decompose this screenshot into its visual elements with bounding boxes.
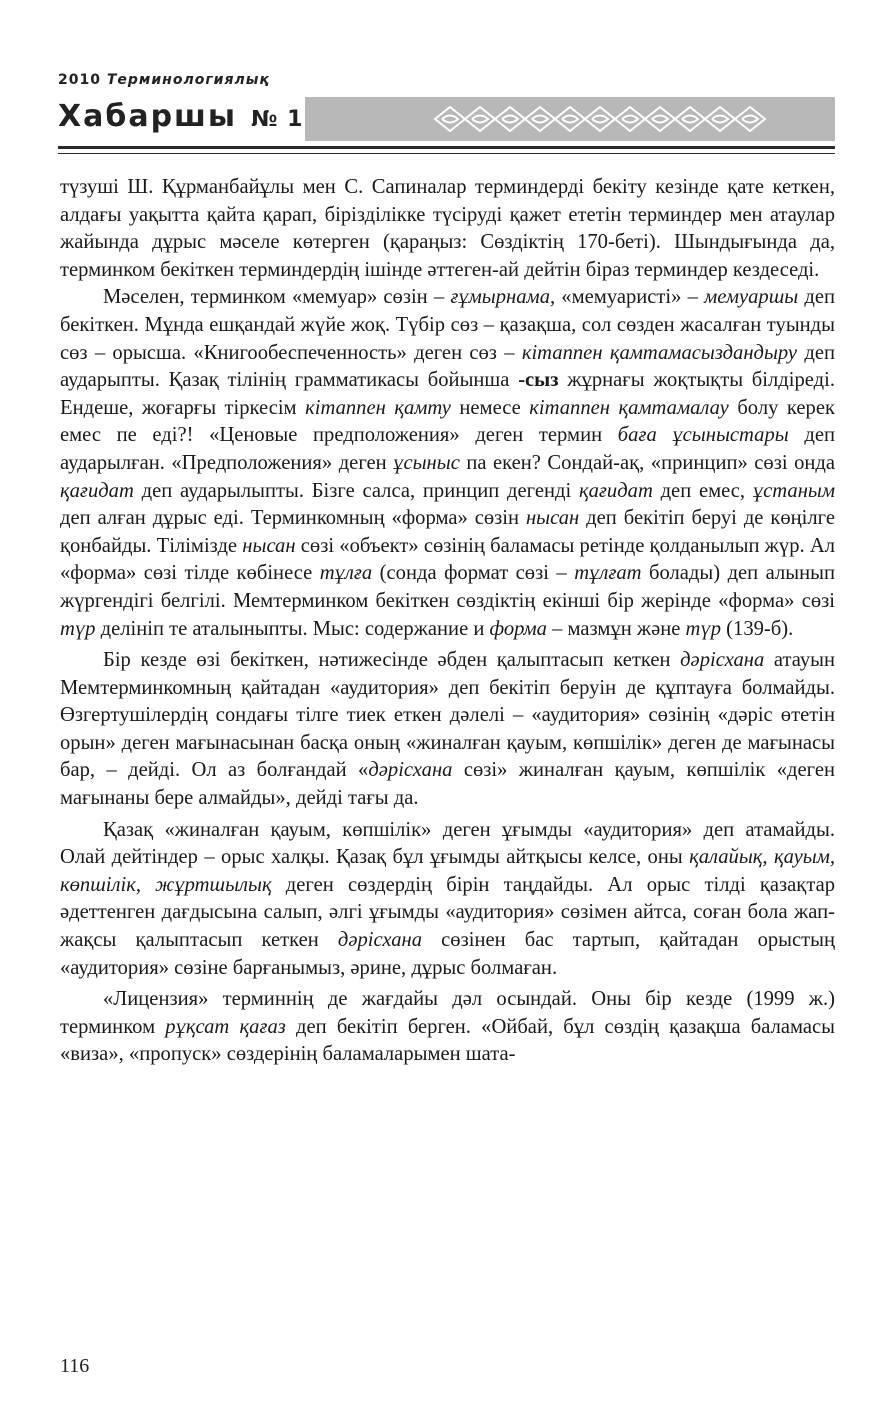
- text-run: болады) деп алынып жүргендігі белгілі. Мемтерминком бекіткен сөздіктің екінші бір жерінде «форма» сөзі: [60, 562, 835, 612]
- italic-term: қағидат: [578, 479, 653, 502]
- page-number: 116: [60, 1355, 90, 1377]
- italic-term: кітаппен қамтамалау: [529, 396, 729, 419]
- article-body: [60, 174, 835, 1069]
- italic-term: мемуаршы: [704, 286, 799, 309]
- text-run: деп аударыпты. Қазақ тілінің грамматикасы бойынша: [60, 341, 835, 392]
- italic-term: нысан: [242, 534, 296, 557]
- journal-title-text: Хабаршы: [58, 99, 238, 134]
- paragraph: [60, 174, 835, 284]
- text-run: деп аударылған. «Предположения» деген: [60, 424, 835, 474]
- text-run: делініп те аталыныпты. Мыс: содержание и: [95, 617, 490, 640]
- italic-term: рұқсат қағаз: [165, 1015, 286, 1038]
- italic-term: ғұмырнама,: [450, 286, 556, 309]
- italic-term: дәрісхана: [680, 649, 765, 672]
- italic-term: дәрісхана: [368, 759, 453, 782]
- text-run: «мемуаристі» –: [555, 286, 705, 309]
- italic-term: қалайық, қауым, көпшілік, жұртшылық: [60, 846, 835, 896]
- text-run: деп аударылыпты. Бізге салса, принцип дегенді: [133, 479, 579, 502]
- text-run: деген сөздердің бірін таңдайды. Ал орыс тілді қазақтар әдеттенген дағдысына салып, әлгі ұғымды «аудитория» сөзімен айтса, соған бола жап-жақсы қалыптасып кеткен: [60, 873, 836, 952]
- paragraph: [60, 986, 835, 1069]
- paragraph: [60, 647, 835, 813]
- journal-series-line: [58, 72, 270, 88]
- italic-term: түр: [60, 617, 96, 640]
- text-run: Мәселен, терминком «мемуар» сөзін –: [103, 286, 451, 309]
- text-run: «Лицензия» терминнің де жағдайы дәл осындай. Оны бір кезде (1999 ж.) терминком: [60, 988, 835, 1038]
- text-run: деп емес,: [652, 479, 753, 502]
- italic-term: ұсыныс: [393, 451, 460, 474]
- text-run: Бір кезде өзі бекіткен, нәтижесінде әбден қалыптасып кеткен: [103, 649, 681, 672]
- italic-term: тұлға: [319, 562, 373, 585]
- text-run: сөзі» жиналған қауым, көпшілік «деген мағынаны бере алмайды», дейді тағы да.: [60, 759, 835, 810]
- ornament-pattern-icon: [430, 102, 780, 136]
- italic-term: ұстаным: [752, 479, 836, 502]
- text-run: атауын Мемтерминкомның қайтадан «аудитория» деп бекітіп беруін де құптауға болмайды. Өзгертушілердің сондағы тілге тиек еткен дәлелі – «аудитория» сөзінің «дәріс өтетін орын» деген мағынасынан басқа оның «жиналған қауым, көпшілік» деген де мағынасы бар, – дейді. Ол аз болғандай «: [60, 649, 835, 782]
- italic-term: нысан: [525, 507, 580, 530]
- text-run: түзуші Ш. Құрманбайұлы мен С. Сапиналар терминдерді бекіту кезінде қате кеткен, алдағы уақытта қайта қарап, біріздiлікке түсіруді қажет ететін терминдер мен атаулар жайында дұрыс мәселе көтерген (қараңыз: Сөздіктің 170-беті). Шындығында да, терминком бекіткен терминдердің ішінде әттеген-ай дейтін біраз терминдер кездеседі.: [60, 176, 835, 281]
- text-run: сөзінен бас тартып, қайтадан орыстың «аудитория» сөзіне барғанымыз, әрине, дұрыс болмаған.: [60, 929, 835, 979]
- paragraph: [60, 817, 835, 983]
- italic-term: форма: [489, 617, 547, 640]
- text-run: деп бекіткен. Мұнда ешқандай жүйе жоқ. Түбір сөз – қазақша, сол сөзден жасалған туынды сөз – орысша. «Книгообеспеченность» деген сөз –: [60, 286, 836, 364]
- italic-term: кітаппен қамту: [305, 396, 451, 419]
- text-run: деп алған дұрыс еді. Терминкомның «форма» сөзін: [60, 507, 526, 530]
- journal-year: 2010: [58, 72, 101, 88]
- italic-term: қағидат: [60, 479, 134, 502]
- text-run: (139-б).: [721, 617, 794, 640]
- text-run: деп бекітіп беруі де көңілге қонбайды. Тілімізде: [60, 507, 835, 557]
- text-run: (сонда формат сөзі –: [372, 562, 575, 585]
- text-run: немесе: [450, 396, 530, 419]
- header-rule-thin: [58, 153, 835, 154]
- italic-term: тұлғат: [574, 562, 642, 585]
- italic-term: баға ұсыныстары: [617, 424, 789, 447]
- text-run: па екен? Сондай-ақ, «принцип» сөзі онда: [459, 451, 836, 474]
- issue-number: № 1: [251, 107, 304, 132]
- italic-term: дәрісхана: [337, 929, 423, 952]
- italic-term: түр: [685, 617, 722, 640]
- italic-term: кітаппен қамтамасыздандыру: [521, 341, 798, 364]
- bold-term: -сыз: [518, 369, 559, 392]
- text-run: – мазмұн және: [546, 617, 686, 640]
- paragraph: [60, 284, 835, 643]
- text-run: болу керек емес пе еді?! «Ценовые предположения» деген термин: [60, 396, 835, 447]
- text-run: деп бекітіп берген. «Ойбай, бұл сөздің қазақша баламасы «виза», «пропуск» сөздерінің баламаларымен шата-: [60, 1015, 836, 1066]
- text-run: Қазақ «жиналған қауым, көпшілік» деген ұғымды «аудитория» деп атамайды. Олай дейтіндер – орыс халқы. Қазақ бұл ұғымды айтқысы келсе, оны: [60, 818, 835, 869]
- journal-series: Терминологиялық: [106, 72, 270, 88]
- journal-title: [58, 100, 303, 137]
- header-rule-thick: [58, 146, 835, 149]
- text-run: сөзі «объект» сөзінің баламасы ретінде қолданылып жүр. Ал «форма» сөзі тілде көбінесе: [60, 534, 836, 585]
- text-run: жұрнағы жоқтықты білдіреді. Ендеше, жоғарғы тіркесім: [60, 369, 835, 419]
